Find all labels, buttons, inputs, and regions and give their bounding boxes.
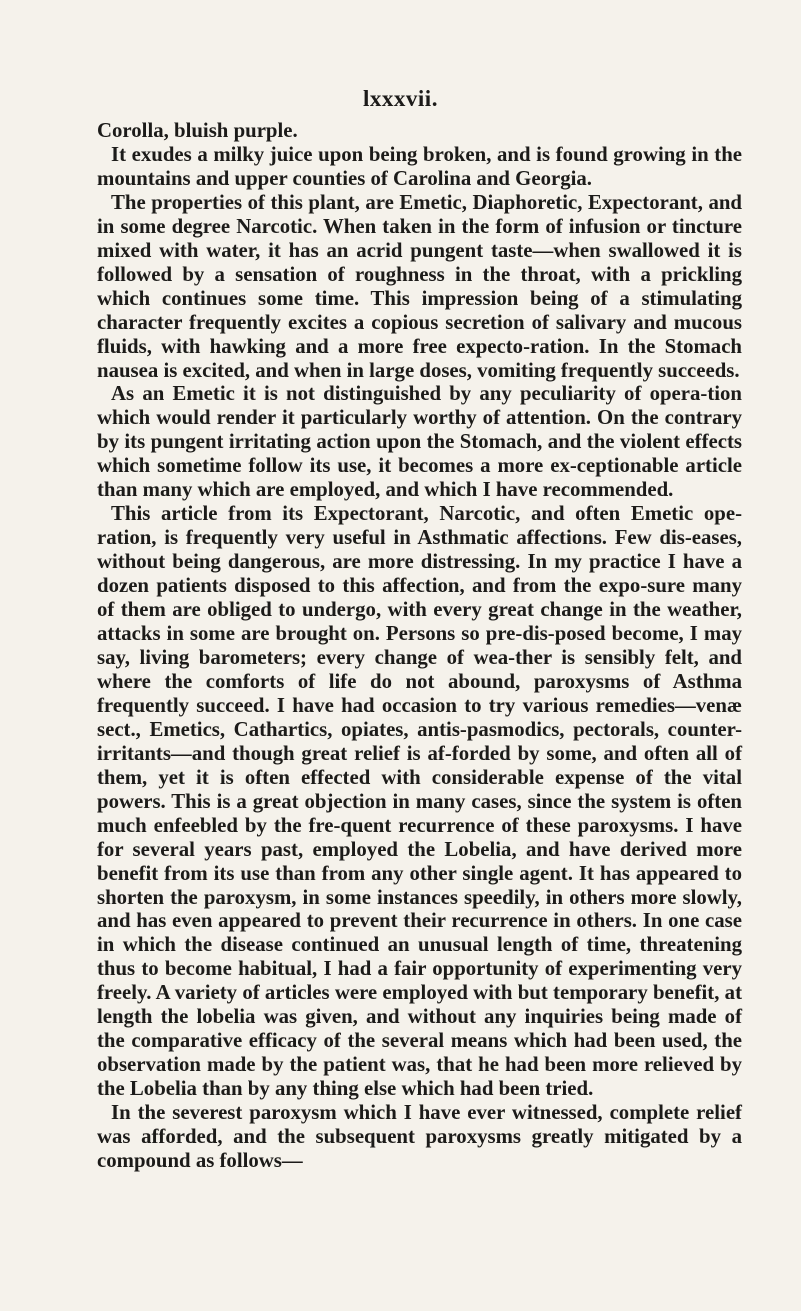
- paragraph-corolla: Corolla, bluish purple.: [97, 119, 298, 142]
- paragraph-asthma: This article from its Expectorant, Narcotic, and often Emetic ope-ration, is frequently very useful in Asthmatic affections. Few dis-eases, without being dangerous, are more distressing. In my practice I have a dozen patients disposed to this affection, and from the expo-sure many of them are obliged to undergo, with every great change in the weather, attacks in some are brought on. Persons so pre-dis-posed become, I may say, living barometers; every change of wea-ther is sensibly felt, and where the comforts of life do not abound, paroxysms of Asthma frequently succeed. I have had occasion to try various remedies—venæ sect., Emetics, Cathartics, opiates, antis-pasmodics, pectorals, counter-irritants—and though great relief is af-forded by some, and often all of them, yet it is often effected with considerable expense of the vital powers. This is a great objection in many cases, since the system is often much enfeebled by the fre-quent recurrence of these paroxysms. I have for several years past, employed the Lobelia, and have derived more benefit from its use than from any other single agent. It has appeared to shorten the paroxysm, in some instances speedily, in others more slowly, and has even appeared to prevent their recurrence in others. In one case in which the disease continued an unusual length of time, threatening thus to become habitual, I had a fair opportunity of experimenting very freely. A variety of articles were employed with but temporary benefit, at length the lobelia was given, and without any inquiries being made of the comparative efficacy of the several means which had been used, the observation made by the patient was, that he had been more relieved by the Lobelia than by any thing else which had been tried.: [97, 502, 742, 1101]
- paragraph-properties: The properties of this plant, are Emetic, Diaphoretic, Expectorant, and in some degree Narcotic. When taken in the form of infusion or tincture mixed with water, it has an acrid pungent taste—when swallowed it is followed by a sensation of roughness in the throat, with a prickling which continues some time. This impression being of a stimulating character frequently excites a copious secretion of salivary and mucous fluids, with hawking and a more free expecto-ration. In the Stomach nausea is excited, and when in large doses, vomiting frequently succeeds.: [97, 190, 742, 382]
- page-body: [97, 119, 742, 1173]
- paragraph-compound: In the severest paroxysm which I have ever witnessed, complete relief was afforded, and the subsequent paroxysms greatly mitigated by a compound as follows—: [97, 1101, 742, 1172]
- paragraph-habitat: It exudes a milky juice upon being broken, and is found growing in the mountains and upper counties of Carolina and Georgia.: [97, 142, 742, 190]
- page-number: lxxxvii.: [363, 86, 438, 111]
- paragraph-emetic: As an Emetic it is not distinguished by any peculiarity of opera-tion which would render it particularly worthy of attention. On the contrary by its pungent irritating action upon the Stomach, and the violent effects which sometime follow its use, it becomes a more ex-ceptionable article than many which are employed, and which I have recommended.: [97, 382, 742, 502]
